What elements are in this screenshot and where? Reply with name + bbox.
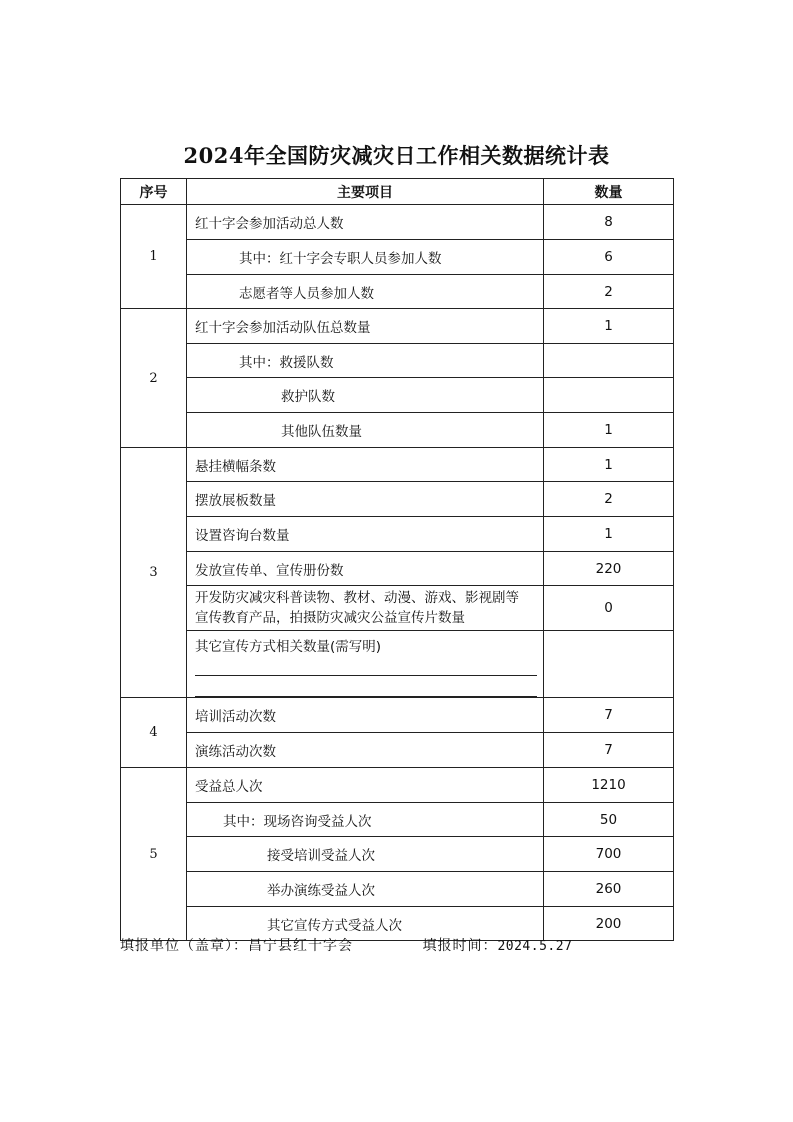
value-cell: 7 <box>544 698 674 733</box>
value-cell: 1 <box>544 517 674 552</box>
table-row <box>121 733 674 768</box>
value-cell: 6 <box>544 240 674 275</box>
table-row <box>121 768 674 803</box>
table-row <box>121 413 674 448</box>
header-item: 主要项目 <box>187 179 544 205</box>
item-cell: 设置咨询台数量 <box>187 517 544 552</box>
item-cell: 摆放展板数量 <box>187 482 544 517</box>
table-row <box>121 205 674 240</box>
value-cell: 260 <box>544 872 674 907</box>
table-row <box>121 631 674 698</box>
table-row <box>121 837 674 872</box>
value-cell: 2 <box>544 275 674 309</box>
table-row <box>121 552 674 586</box>
item-cell-multiline <box>187 586 544 631</box>
unit-value: 昌宁县红十字会 <box>248 938 353 954</box>
seq-cell: 5 <box>121 768 187 941</box>
item-cell: 志愿者等人员参加人数 <box>187 275 544 309</box>
fill-in-line <box>195 676 537 697</box>
item-cell: 其他队伍数量 <box>187 413 544 448</box>
unit-label: 填报单位（盖章）： <box>120 938 248 954</box>
value-cell: 0 <box>544 586 674 631</box>
table-row <box>121 517 674 552</box>
table-row <box>121 698 674 733</box>
value-cell <box>544 631 674 698</box>
value-cell: 1 <box>544 413 674 448</box>
statistics-table <box>120 178 674 941</box>
value-cell: 1 <box>544 309 674 344</box>
item-cell: 悬挂横幅条数 <box>187 448 544 482</box>
seq-cell: 1 <box>121 205 187 309</box>
item-cell: 红十字会参加活动总人数 <box>187 205 544 240</box>
item-cell: 发放宣传单、宣传册份数 <box>187 552 544 586</box>
item-line-1: 开发防灾减灾科普读物、教材、动漫、游戏、影视剧等 <box>195 590 519 606</box>
seq-cell: 2 <box>121 309 187 448</box>
table-row <box>121 378 674 413</box>
table-row <box>121 309 674 344</box>
value-cell <box>544 378 674 413</box>
header-qty: 数量 <box>544 179 674 205</box>
table-row <box>121 482 674 517</box>
item-cell: 受益总人次 <box>187 768 544 803</box>
value-cell: 50 <box>544 803 674 837</box>
item-cell: 其中：现场咨询受益人次 <box>187 803 544 837</box>
item-cell: 举办演练受益人次 <box>187 872 544 907</box>
item-cell: 其中：红十字会专职人员参加人数 <box>187 240 544 275</box>
value-cell: 220 <box>544 552 674 586</box>
table-header-row <box>121 179 674 205</box>
item-label: 其它宣传方式相关数量(需写明) <box>195 639 382 655</box>
value-cell: 1 <box>544 448 674 482</box>
item-cell: 救护队数 <box>187 378 544 413</box>
table-row <box>121 803 674 837</box>
table-row <box>121 344 674 378</box>
table-row <box>121 872 674 907</box>
value-cell: 200 <box>544 907 674 941</box>
page-title: 2024年全国防灾减灾日工作相关数据统计表 <box>183 143 610 168</box>
time-label: 填报时间： <box>422 938 498 954</box>
value-cell: 1210 <box>544 768 674 803</box>
value-cell <box>544 344 674 378</box>
item-cell: 其中：救援队数 <box>187 344 544 378</box>
header-seq: 序号 <box>121 179 187 205</box>
item-cell: 红十字会参加活动队伍总数量 <box>187 309 544 344</box>
item-cell: 其它宣传方式受益人次 <box>187 907 544 941</box>
value-cell: 700 <box>544 837 674 872</box>
table-row <box>121 240 674 275</box>
value-cell: 7 <box>544 733 674 768</box>
item-cell-fill-in <box>187 631 544 698</box>
table-row <box>121 275 674 309</box>
value-cell: 2 <box>544 482 674 517</box>
item-cell: 演练活动次数 <box>187 733 544 768</box>
time-value: 2024.5.27 <box>497 939 573 954</box>
value-cell: 8 <box>544 205 674 240</box>
table-row <box>121 586 674 631</box>
item-cell: 接受培训受益人次 <box>187 837 544 872</box>
seq-cell: 4 <box>121 698 187 768</box>
item-cell: 培训活动次数 <box>187 698 544 733</box>
table-row <box>121 448 674 482</box>
footer <box>120 935 572 955</box>
item-line-2: 宣传教育产品，拍摄防灾减灾公益宣传片数量 <box>195 610 465 626</box>
fill-in-line <box>195 655 537 676</box>
seq-cell: 3 <box>121 448 187 698</box>
